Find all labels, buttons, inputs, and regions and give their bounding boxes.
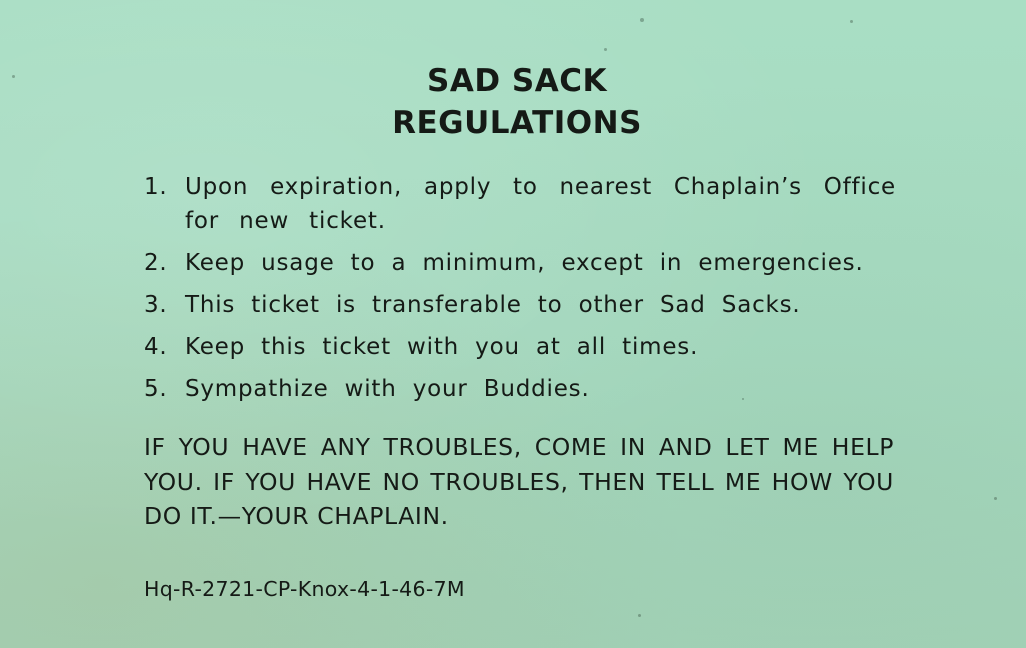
ink-speck xyxy=(850,20,853,23)
regulations-list xyxy=(144,170,896,414)
rule-text: Keep usage to a minimum, except in emergencies. xyxy=(185,250,864,276)
ink-speck xyxy=(638,614,641,617)
list-item xyxy=(144,372,896,406)
rule-number: 2. xyxy=(144,250,168,276)
list-item xyxy=(144,330,896,364)
ink-speck xyxy=(640,18,644,22)
rule-text: Keep this ticket with you at all times. xyxy=(185,334,699,360)
list-item xyxy=(144,170,896,238)
rule-number: 4. xyxy=(144,334,168,360)
ink-speck xyxy=(604,48,607,51)
card-title-line-1: SAD SACK xyxy=(427,63,607,99)
rule-number: 5. xyxy=(144,376,168,402)
rule-text: Sympathize with your Buddies. xyxy=(185,376,590,402)
form-code: Hq-R-2721-CP-Knox-4-1-46-7M xyxy=(144,577,465,601)
card-title-line-2: REGULATIONS xyxy=(392,105,642,141)
list-item xyxy=(144,246,896,280)
rule-number: 3. xyxy=(144,292,168,318)
rule-number: 1. xyxy=(144,174,168,200)
rule-text: Upon expiration, apply to nearest Chaplain’s Office for new ticket. xyxy=(185,174,896,234)
list-item xyxy=(144,288,896,322)
rule-text: This ticket is transferable to other Sad Sacks. xyxy=(185,292,801,318)
chaplain-appeal: IF YOU HAVE ANY TROUBLES, COME IN AND LET ME HELP YOU. IF YOU HAVE NO TROUBLES, THEN TELL ME HOW YOU DO IT.—YOUR CHAPLAIN. xyxy=(144,433,894,530)
ink-speck xyxy=(994,497,997,500)
